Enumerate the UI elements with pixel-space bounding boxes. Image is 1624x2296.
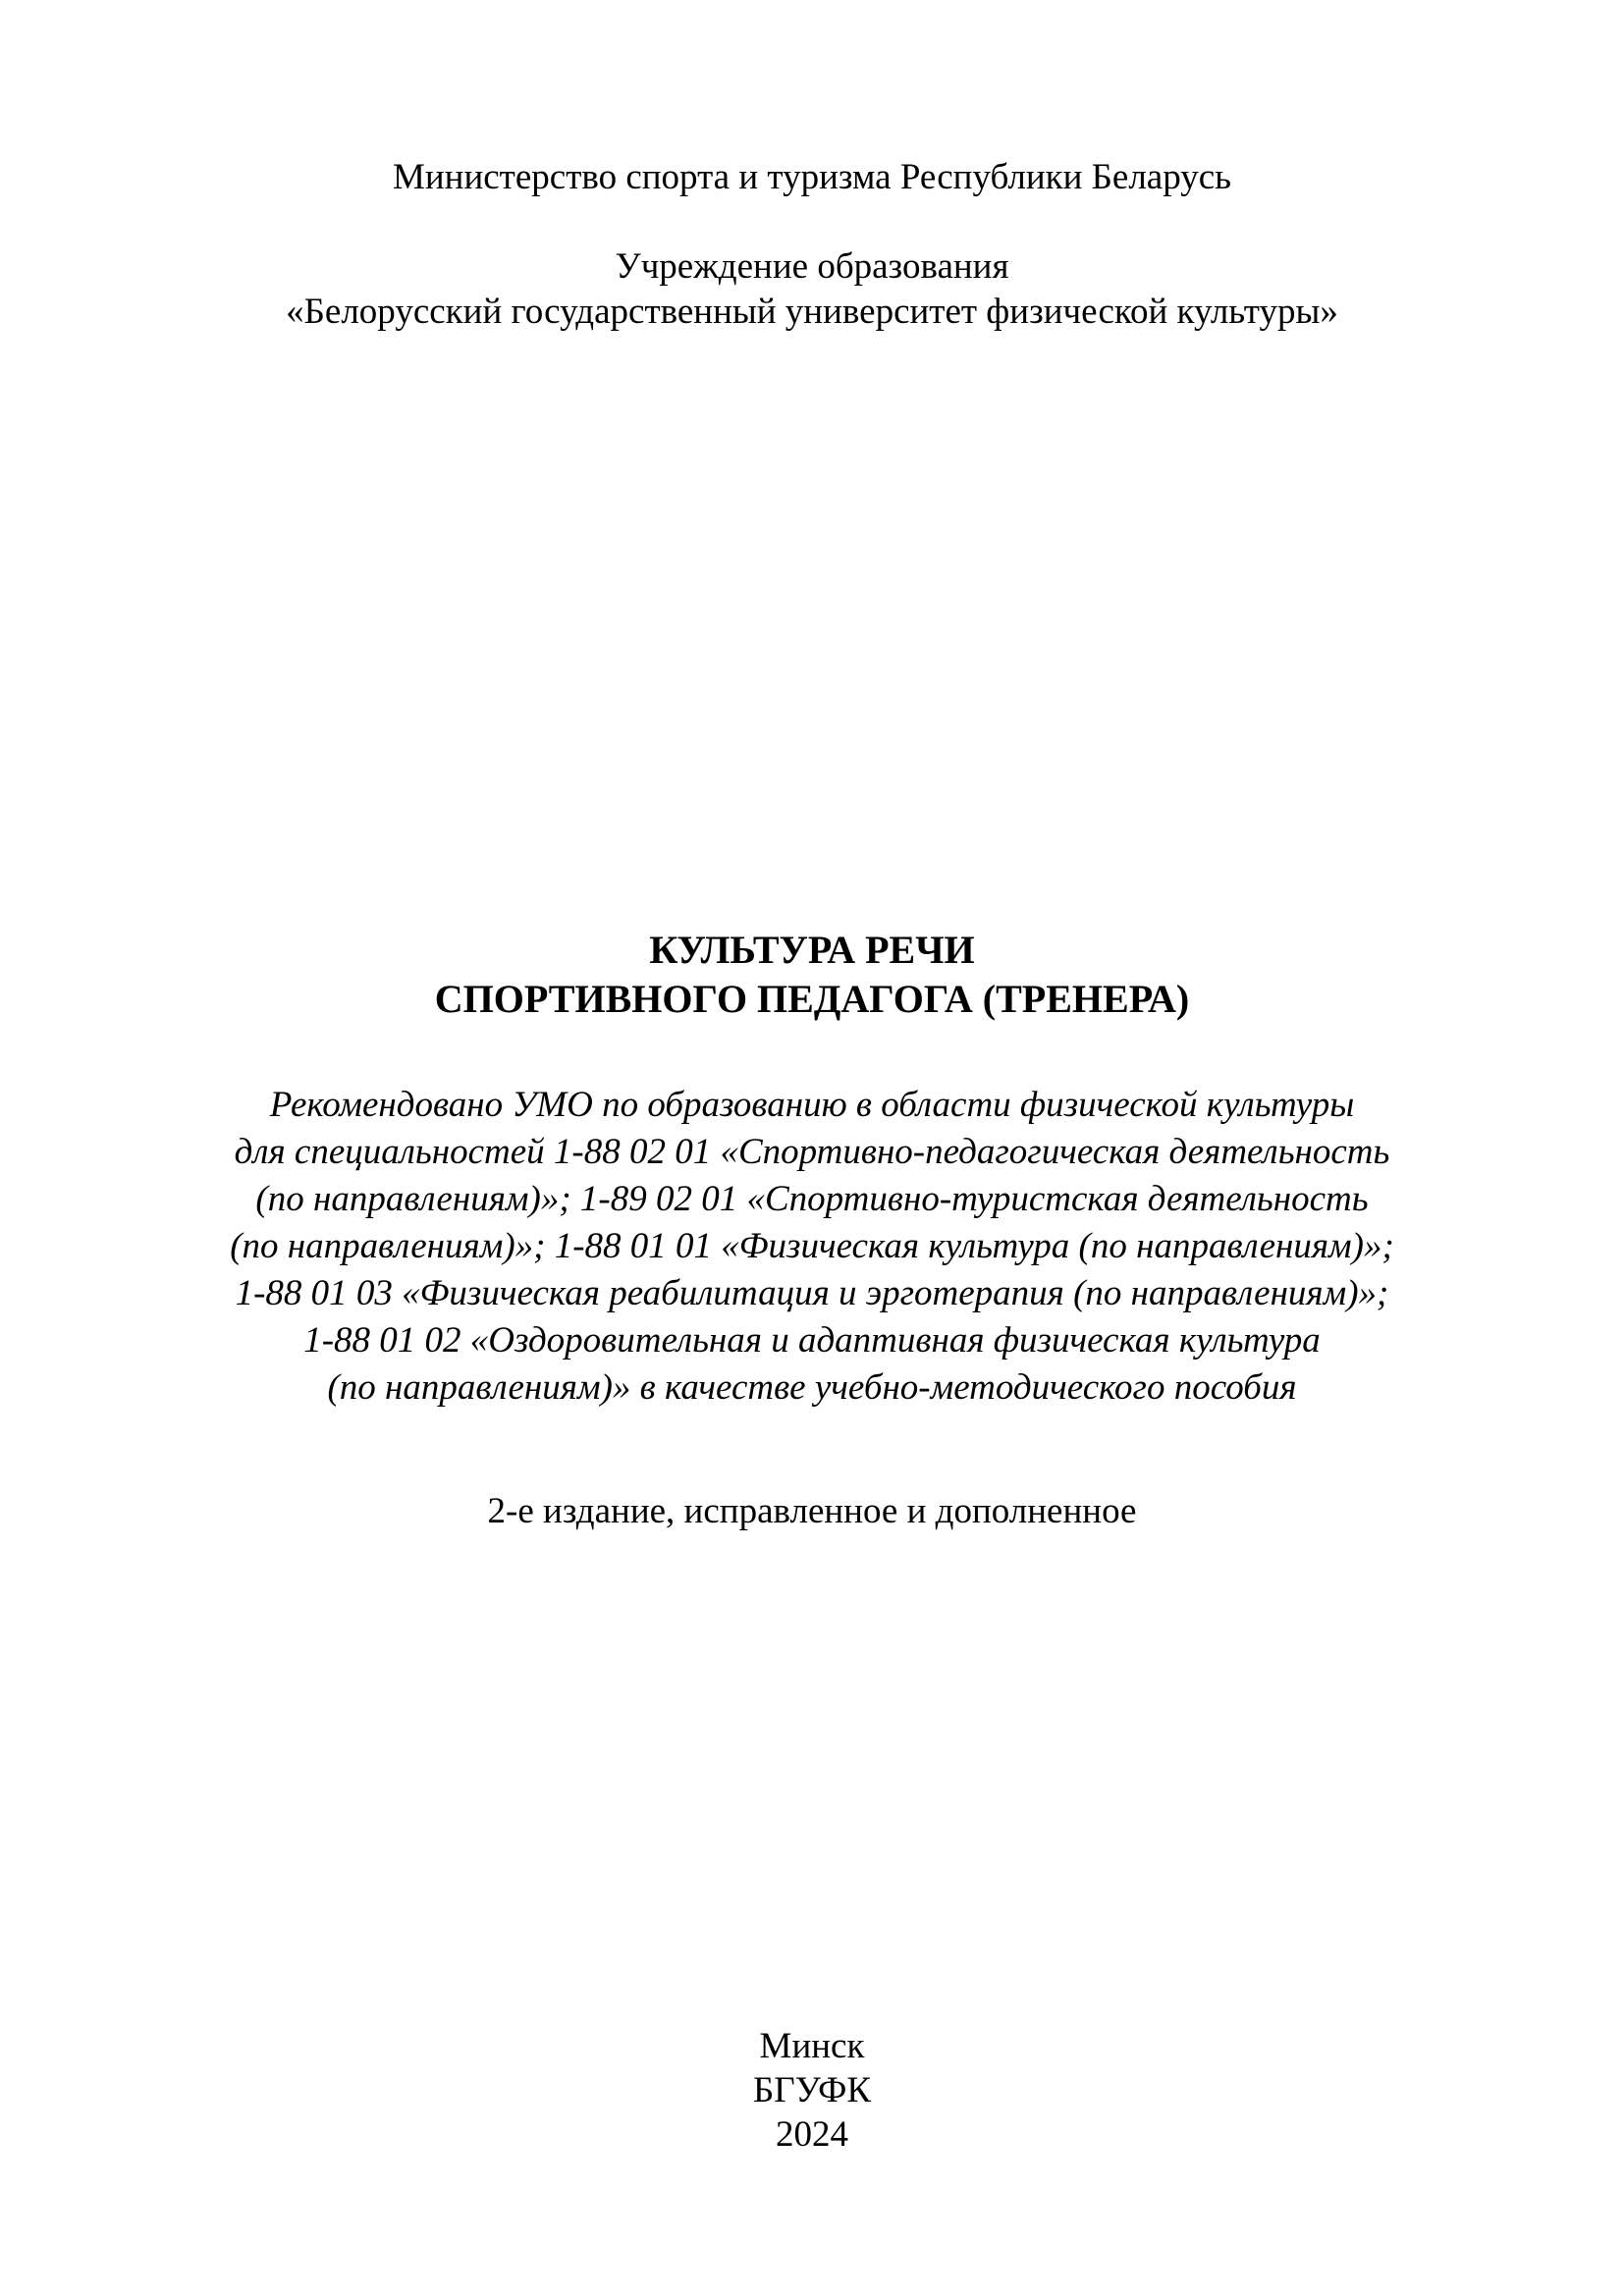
recommendation-line: для специальностей 1-88 02 01 «Спортивно-педагогическая деятельность — [234, 1132, 1390, 1172]
recommendation-line: 1-88 01 02 «Оздоровительная и адаптивная физическая культура — [303, 1320, 1321, 1361]
recommendation-line: (по направлениям)»; 1-89 02 01 «Спортивно-туристская деятельность — [255, 1179, 1369, 1219]
recommendation-line: Рекомендовано УМО по образованию в области физической культуры — [269, 1085, 1355, 1125]
recommendation-line: (по направлениям)»; 1-88 01 01 «Физическая культура (по направлениям)»; — [230, 1226, 1394, 1266]
ministry-line: Министерство спорта и туризма Республики Беларусь — [392, 157, 1232, 197]
edition-note: 2-е издание, исправленное и дополненное — [487, 1491, 1137, 1531]
recommendation-line: 1-88 01 03 «Физическая реабилитация и эрготерапия (по направлениям)»; — [235, 1273, 1389, 1313]
imprint-publisher: БГУФК — [753, 2070, 871, 2110]
book-title-line-1: КУЛЬТУРА РЕЧИ — [649, 928, 975, 972]
book-title-line-2: СПОРТИВНОГО ПЕДАГОГА (ТРЕНЕРА) — [434, 977, 1190, 1021]
imprint-year: 2024 — [776, 2114, 848, 2155]
institution-name: «Белорусский государственный университет физической культуры» — [286, 292, 1338, 332]
recommendation-line: (по направлениям)» в качестве учебно-методического пособия — [327, 1367, 1297, 1408]
imprint-city: Минск — [759, 2026, 865, 2066]
institution-type: Учреждение образования — [615, 246, 1009, 287]
